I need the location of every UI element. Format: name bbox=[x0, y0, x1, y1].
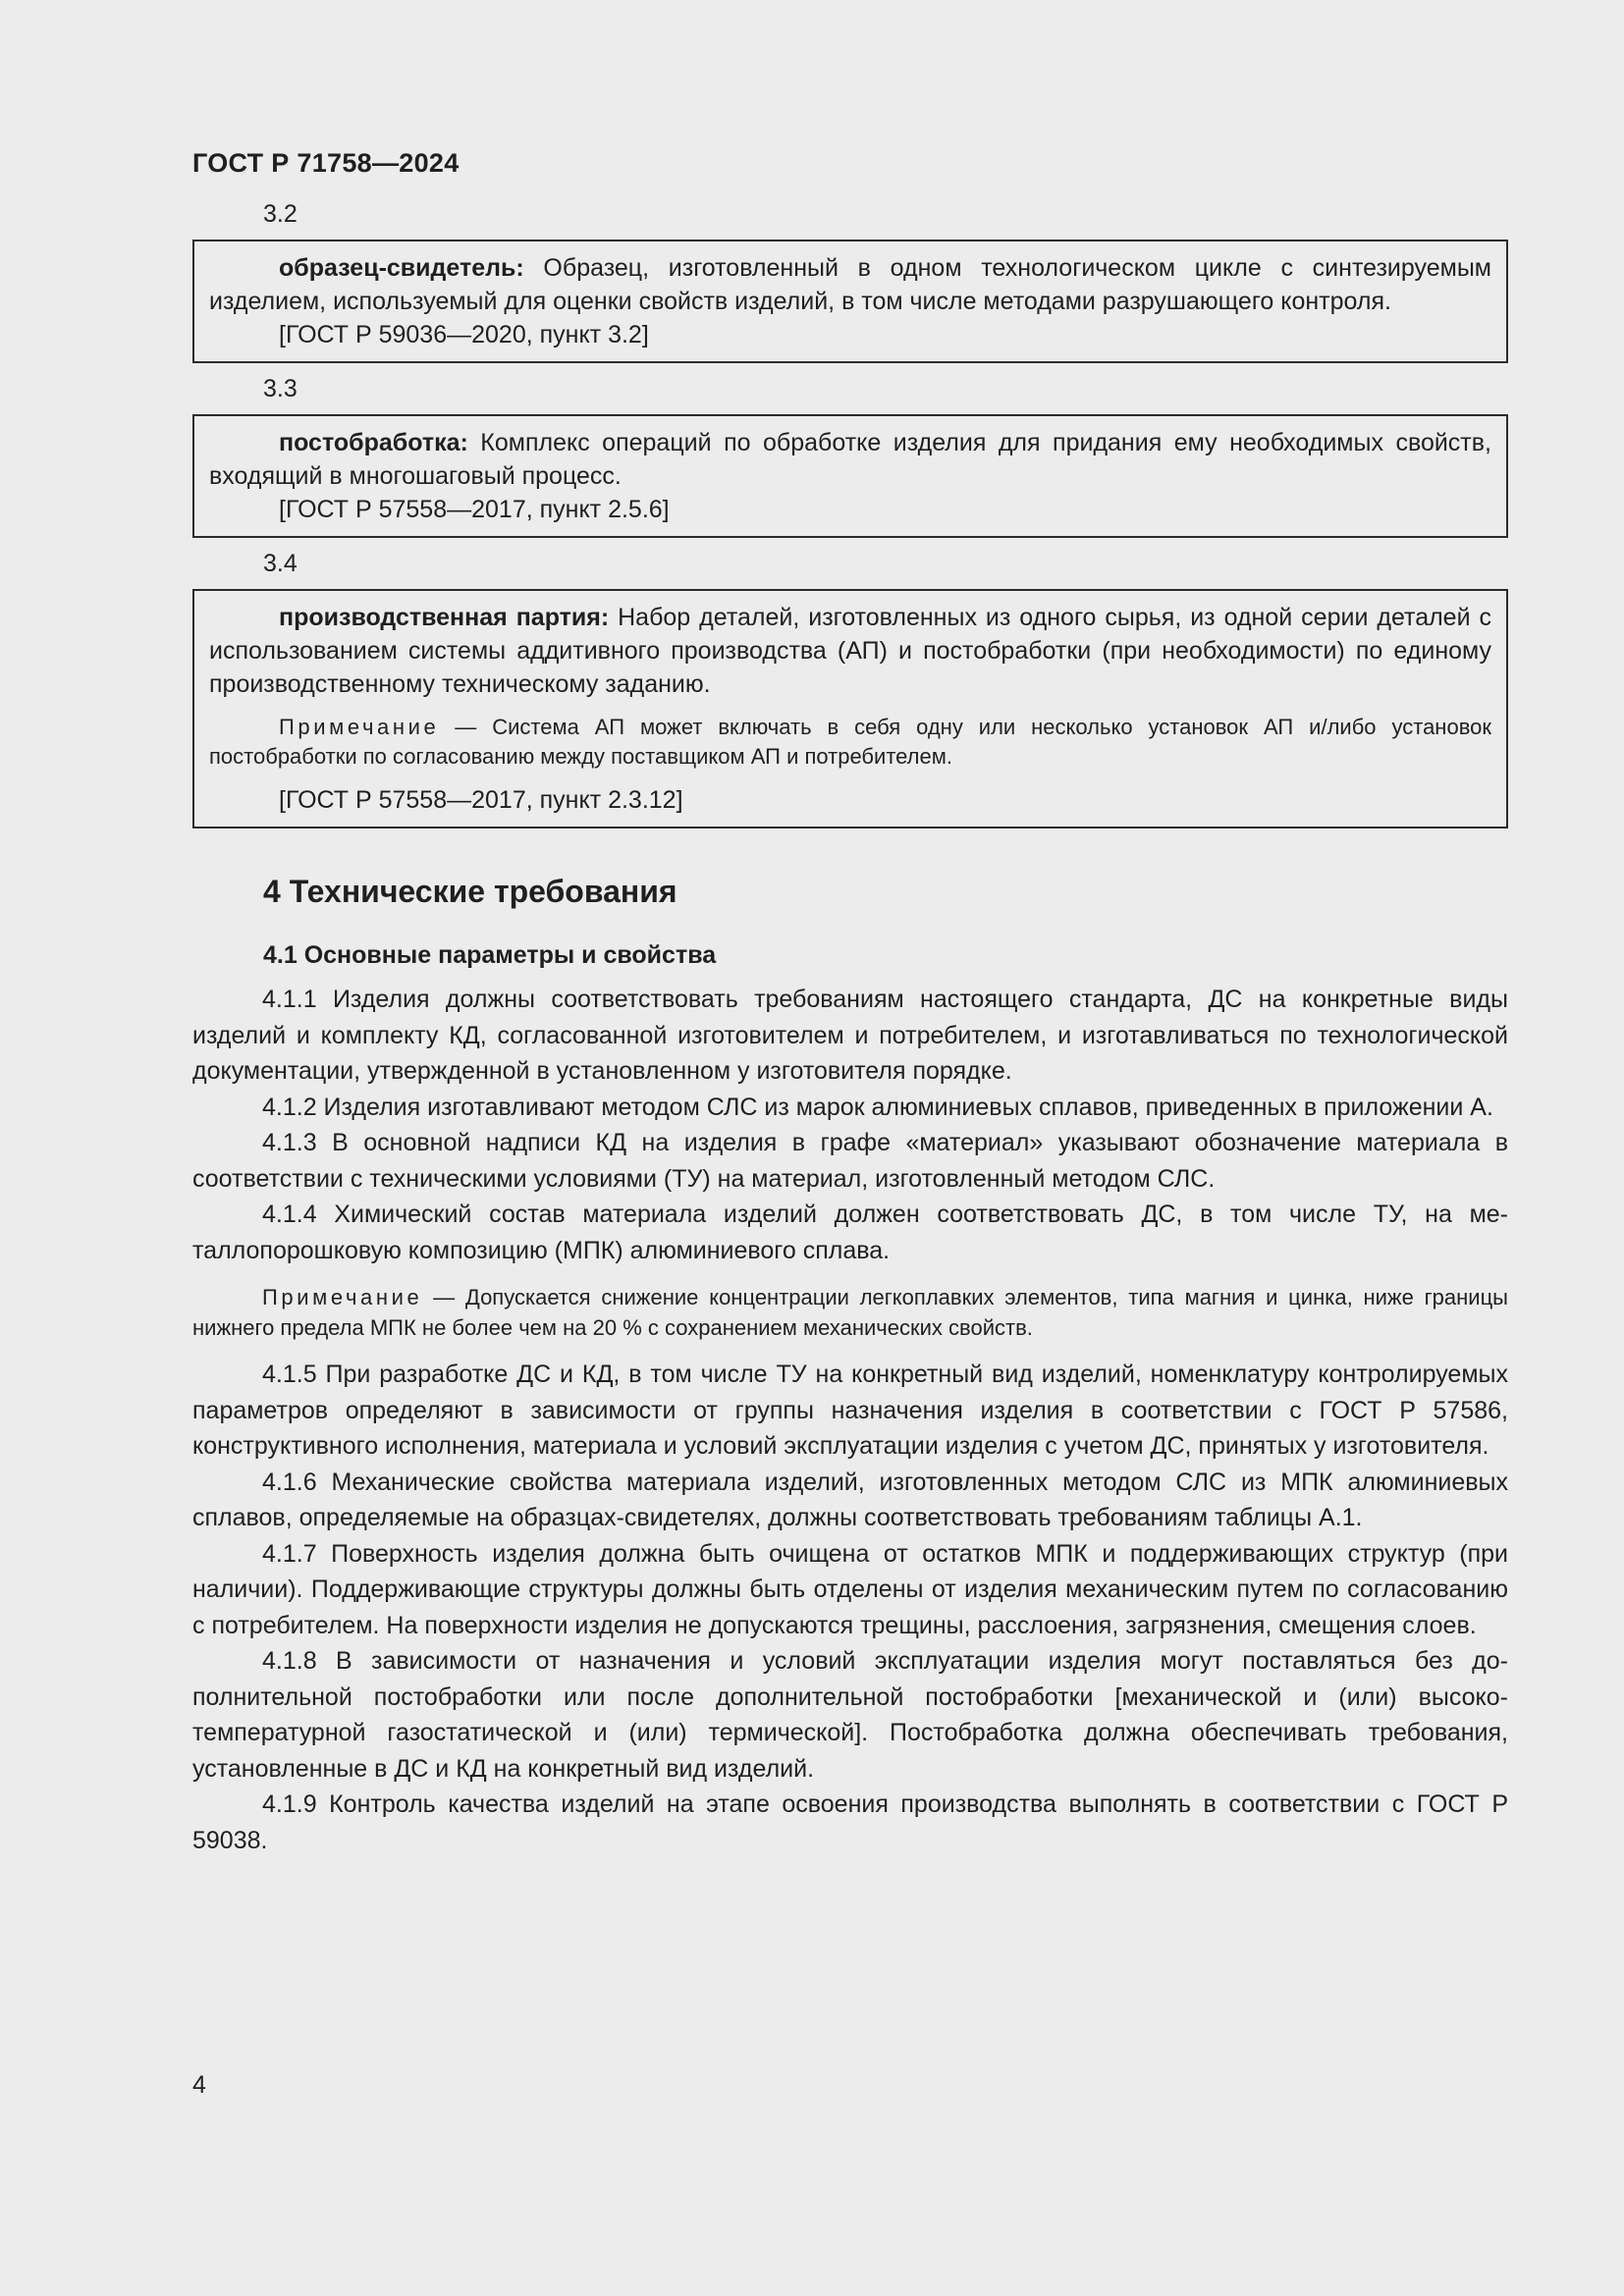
section-title: 4 Технические требования bbox=[263, 874, 677, 909]
paragraph-4-1-6: 4.1.6 Механические свойства материала изделий, изготовленных методом СЛС из МПК алюминиевых сплавов, определяемые на образцах-свидетелях, должны соответствовать требованиям таблицы А.1. bbox=[192, 1468, 1508, 1531]
subsection-title: 4.1 Основные параметры и свойства bbox=[263, 941, 717, 969]
term-box bbox=[192, 240, 1508, 363]
page-content bbox=[192, 137, 1508, 1858]
paragraph-4-1-8: 4.1.8 В зависимости от назначения и условий эксплуатации изделия могут поставляться без дополнительной постобработки или после дополнительной постобработки [механической и (или) высокотемпературной газостатической и (или) термической]. Постобработка должна обеспечивать требования, установленные в ДС и КД на конкретный вид изделий. bbox=[192, 1647, 1508, 1783]
paragraph-4-1-9: 4.1.9 Контроль качества изделий на этапе освоения производства выполнять в соответствии с ГОСТ Р 59038. bbox=[192, 1790, 1508, 1854]
paragraph-4-1-7: 4.1.7 Поверхность изделия должна быть очищена от остатков МПК и поддерживающих структур (при наличии). Поддерживающие структуры должны быть отделены от изделия механическим путем по согласованию с потребителем. На поверхности изделия не допускаются трещины, расслоения, загрязнения, смещения слоев. bbox=[192, 1539, 1508, 1639]
term-text: Набор деталей, изготовленных из одного сырья, из одной серии деталей с использованием системы аддитивного производства (АП) и постобработки (при необходимости) по единому производственному техническому заданию. bbox=[209, 604, 1492, 698]
term-text: Комплекс операций по обработке изделия для придания ему необходимых свойств, входящий в многошаговый процесс. bbox=[209, 429, 1491, 490]
term-number: 3.3 bbox=[263, 375, 298, 402]
paragraph-4-1-1: 4.1.1 Изделия должны соответствовать требованиям настоящего стандарта, ДС на конкретные виды изделий и комплекту КД, согласованной изготовителем и потребителем, и изготавливаться по технологической документации, утвержденной в установленном у изготовителя порядке. bbox=[192, 986, 1508, 1085]
paragraph-4-1-4: 4.1.4 Химический состав материала изделий должен соответствовать ДС, в том числе ТУ, на металлопорошковую композицию (МПК) алюминиевого сплава. bbox=[192, 1201, 1508, 1264]
paragraph-4-1-5: 4.1.5 При разработке ДС и КД, в том числе ТУ на конкретный вид изделий, номенклатуру контролируемых параметров определяют в зависимости от группы назначения изделия в соответствии с ГОСТ Р 57586, конструктивного исполнения, материала и условий эксплуатации изделия с учетом ДС, принятых у изготовителя. bbox=[192, 1361, 1508, 1460]
term-number: 3.4 bbox=[263, 550, 298, 577]
note-label: Примечание bbox=[262, 1285, 423, 1309]
term-name: производственная партия: bbox=[279, 604, 610, 631]
term-number: 3.2 bbox=[263, 200, 298, 228]
term-source: [ГОСТ Р 59036—2020, пункт 3.2] bbox=[279, 321, 649, 348]
term-box bbox=[192, 589, 1508, 828]
note-text: — Допускается снижение концентрации легкоплавких элементов, типа магния и цинка, ниже границы нижнего предела МПК не более чем на 20 % с сохранением механических свойств. bbox=[192, 1285, 1508, 1340]
term-name: постобработка: bbox=[279, 429, 468, 456]
note-paragraph bbox=[192, 1282, 1508, 1343]
term-note bbox=[209, 713, 1491, 772]
term-source: [ГОСТ Р 57558—2017, пункт 2.5.6] bbox=[279, 496, 670, 523]
term-text: Образец, изготовленный в одном технологическом цикле с синтезируемым изделием, используемый для оценки свойств изделий, в том числе методами разрушающего контроля. bbox=[209, 254, 1491, 315]
term-box bbox=[192, 414, 1508, 538]
term-definition bbox=[209, 601, 1491, 701]
paragraph-4-1-3: 4.1.3 В основной надписи КД на изделия в графе «материал» указывают обозначение материала в соответствии с техническими условиями (ТУ) на материал, изготовленный методом СЛС. bbox=[192, 1129, 1508, 1193]
term-definition bbox=[209, 426, 1491, 493]
term-source: [ГОСТ Р 57558—2017, пункт 2.3.12] bbox=[279, 786, 683, 814]
page-number: 4 bbox=[192, 2071, 206, 2099]
paragraph-4-1-2: 4.1.2 Изделия изготавливают методом СЛС из марок алюминиевых сплавов, приведенных в приложении А. bbox=[262, 1093, 1493, 1121]
document-header: ГОСТ Р 71758—2024 bbox=[192, 148, 460, 178]
note-text: — Система АП может включать в себя одну или несколько установок АП и/либо установок постобработки по согласованию между поставщиком АП и потребителем. bbox=[209, 715, 1491, 769]
term-name: образец-свидетель: bbox=[279, 254, 524, 282]
term-definition bbox=[209, 251, 1491, 318]
note-label: Примечание bbox=[279, 715, 440, 739]
